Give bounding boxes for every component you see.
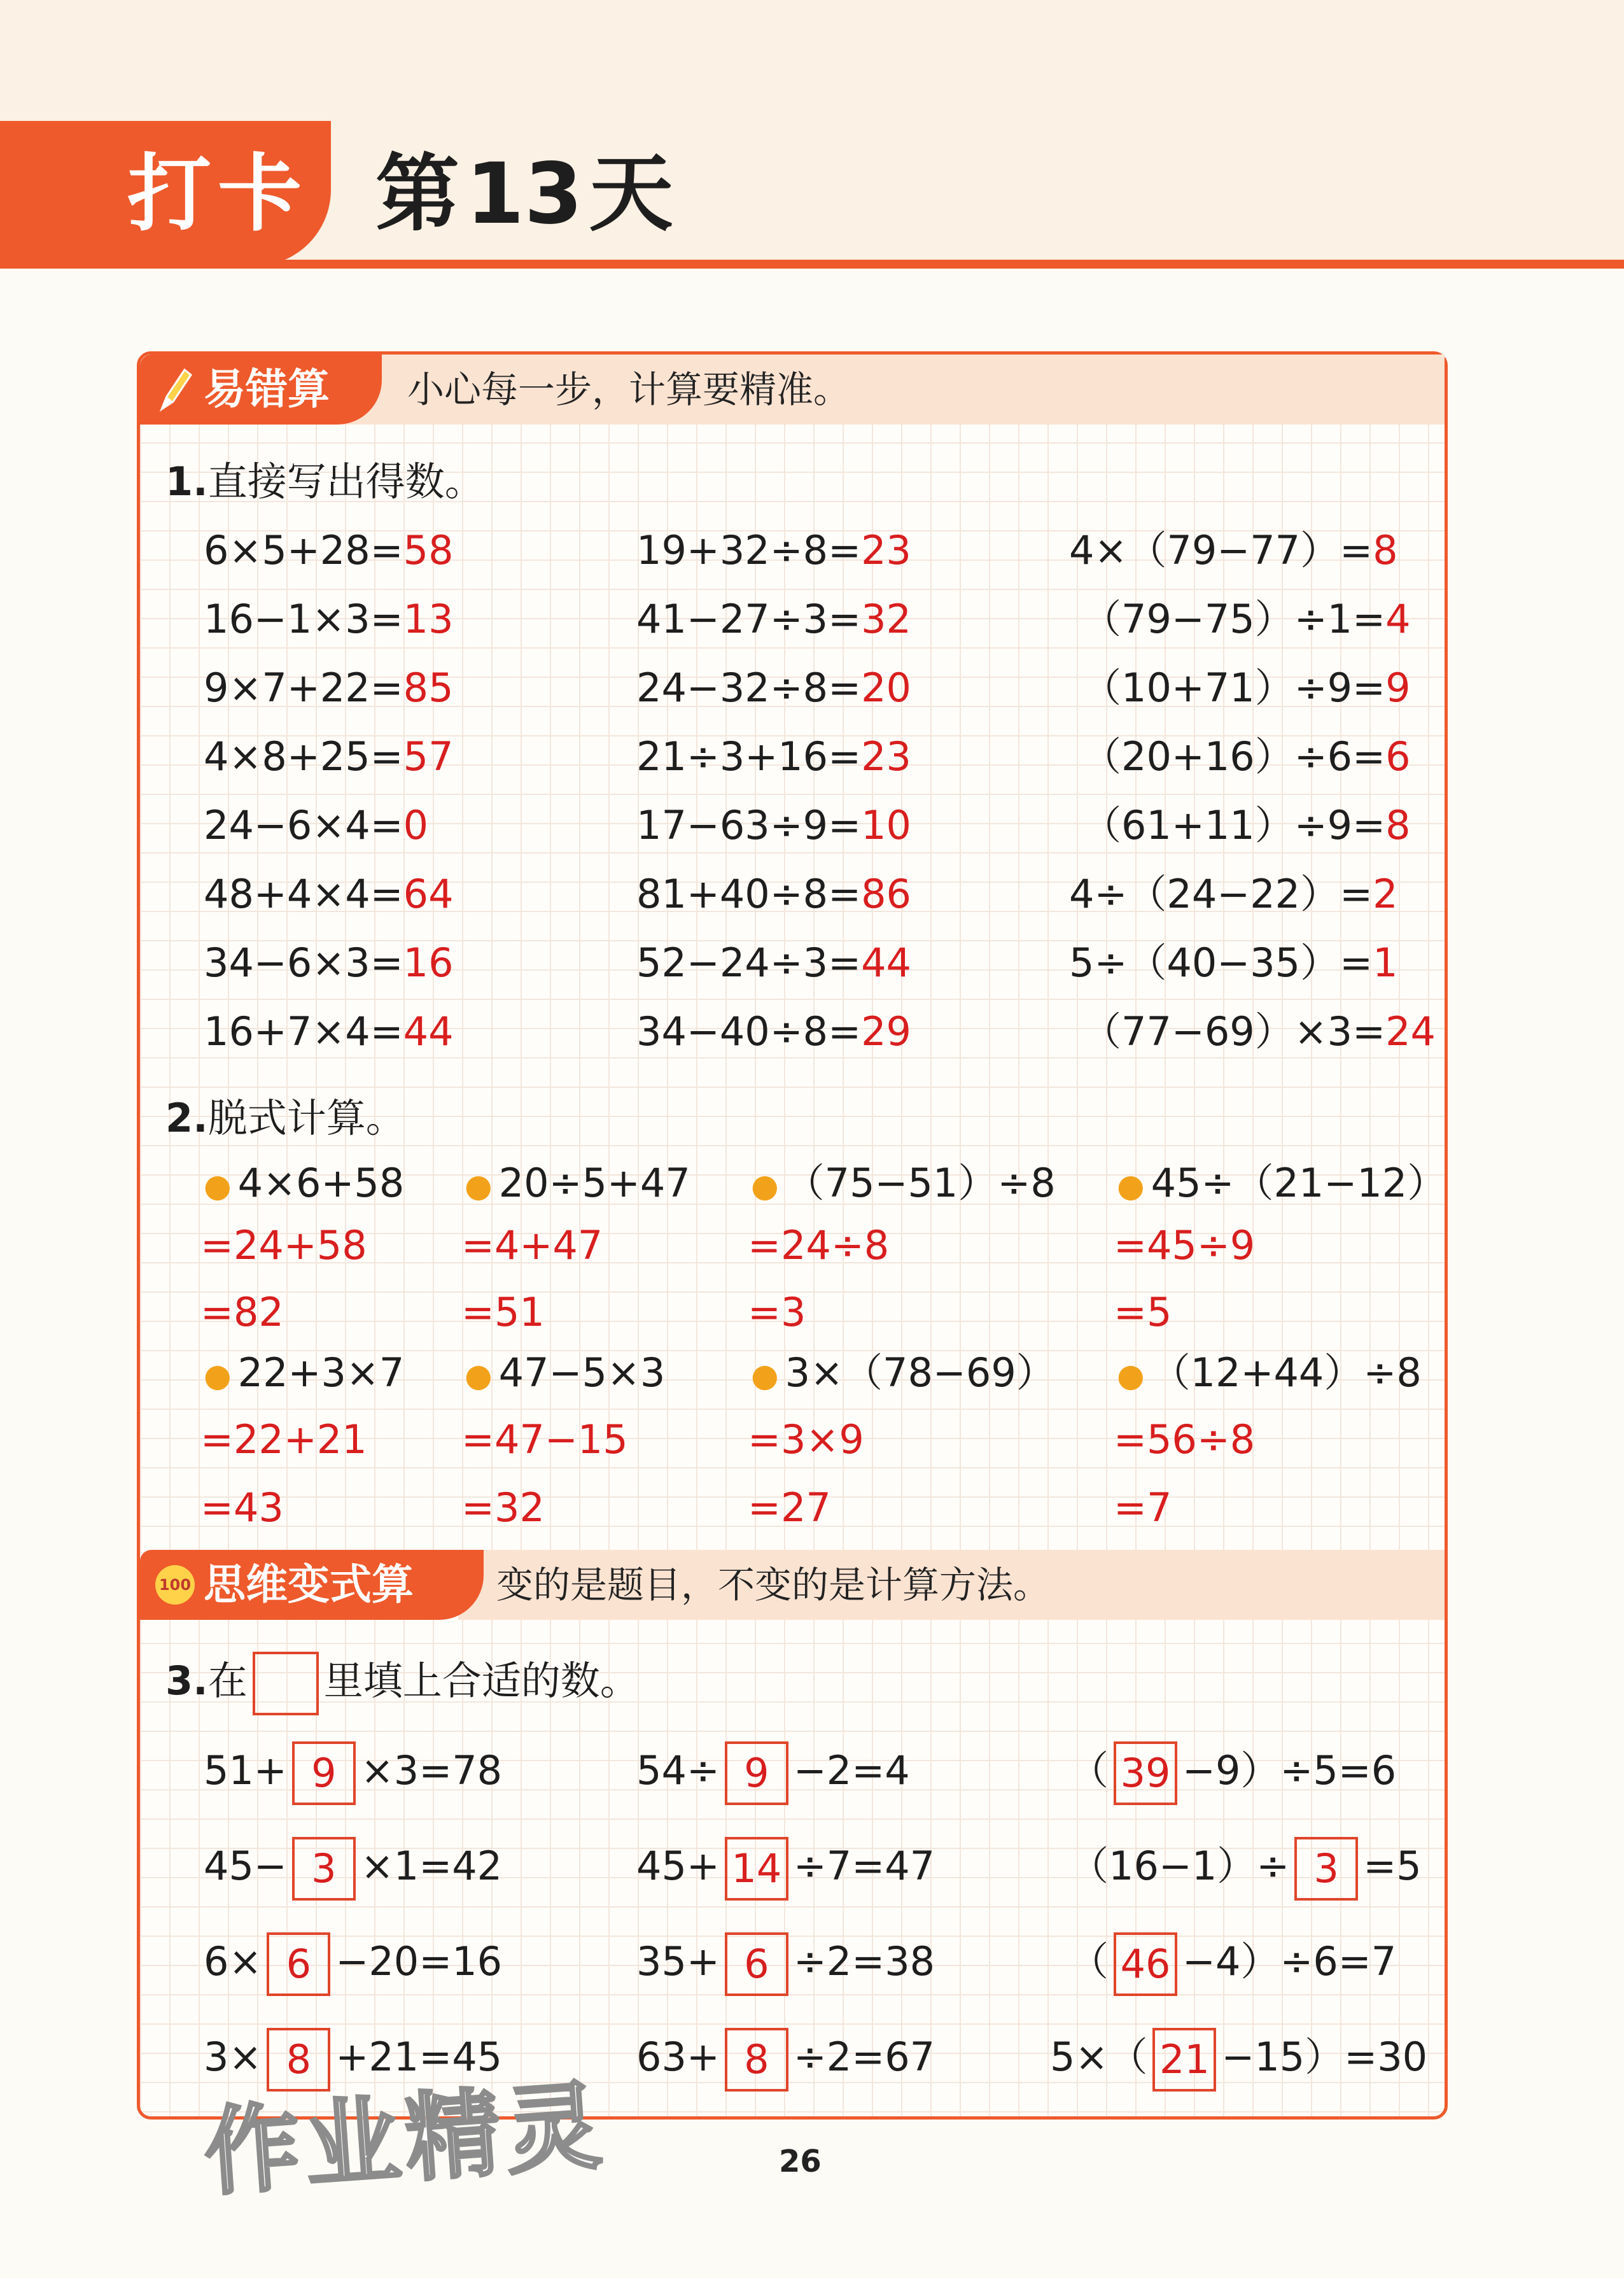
q1-item: 16+7×4=44 xyxy=(204,1008,454,1055)
exercise-panel xyxy=(137,351,1448,2120)
bullet-icon: ● xyxy=(751,1357,779,1394)
pencil-icon xyxy=(155,365,193,414)
q2-problem: ● 47−5×3 xyxy=(465,1349,666,1396)
answer-box: 6 xyxy=(725,1932,788,1996)
section-tag xyxy=(140,355,382,425)
q1-item: 4×8+25=57 xyxy=(204,733,454,780)
q2-problem: ● 45÷（21−12） xyxy=(1117,1160,1447,1206)
answer-box: 46 xyxy=(1114,1932,1177,1996)
question-number: 2. xyxy=(165,1095,208,1141)
q1-item: 34−6×3=16 xyxy=(204,939,454,986)
bullet-icon: ● xyxy=(1117,1167,1145,1204)
section-tag-label: 易错算 xyxy=(204,365,330,414)
q3-item: （ 39 −9）÷5=6 xyxy=(1069,1739,1396,1805)
blank-box xyxy=(253,1652,319,1715)
answer-box: 9 xyxy=(292,1741,356,1805)
hundred-badge-icon: 100 xyxy=(155,1565,195,1605)
q2-problem: ● 4×6+58 xyxy=(204,1160,405,1206)
answer-box: 8 xyxy=(725,2028,788,2092)
q2-step: =82 xyxy=(200,1289,284,1335)
bullet-icon: ● xyxy=(465,1167,493,1204)
day-number: 13 xyxy=(466,145,583,243)
q3-item: 6× 6 −20=16 xyxy=(204,1930,502,1996)
q1-item: （20+16）÷6=6 xyxy=(1082,733,1411,780)
section-tag xyxy=(140,1550,484,1620)
q2-step: =3 xyxy=(748,1289,806,1335)
question-3-title: 3.在 里填上合适的数。 xyxy=(165,1649,640,1715)
question-text: 脱式计算。 xyxy=(207,1095,405,1141)
answer-box: 3 xyxy=(292,1837,356,1901)
q1-item: 52−24÷3=44 xyxy=(636,939,911,986)
q1-item: （61+11）÷9=8 xyxy=(1082,802,1411,848)
answer-box: 21 xyxy=(1152,2028,1216,2092)
day-suffix: 天 xyxy=(589,145,673,243)
q1-item: （77−69）×3=24 xyxy=(1082,1008,1436,1055)
q2-step: =32 xyxy=(461,1484,545,1531)
page-title xyxy=(375,143,673,245)
q1-item: 48+4×4=64 xyxy=(204,871,454,917)
q1-item: 4÷（24−22）=2 xyxy=(1069,871,1398,917)
q2-problem: ● 22+3×7 xyxy=(204,1349,405,1396)
q2-problem: ● 20÷5+47 xyxy=(465,1160,690,1206)
answer-box: 9 xyxy=(725,1741,788,1805)
q2-step: =45÷9 xyxy=(1114,1222,1256,1269)
q2-step: =43 xyxy=(200,1484,284,1531)
q3-item: 45+ 14 ÷7=47 xyxy=(636,1834,935,1901)
q1-item: 17−63÷9=10 xyxy=(636,802,911,848)
answer-box: 8 xyxy=(267,2028,330,2092)
q1-item: 24−32÷8=20 xyxy=(636,664,911,711)
q1-item: 34−40÷8=29 xyxy=(636,1008,911,1055)
q2-step: =27 xyxy=(748,1484,831,1531)
q2-step: =7 xyxy=(1114,1484,1172,1531)
section-error-prone-header xyxy=(140,355,1445,425)
bullet-icon: ● xyxy=(204,1357,232,1394)
q1-item: 19+32÷8=23 xyxy=(636,527,911,573)
q2-problem: ● （75−51）÷8 xyxy=(751,1160,1056,1206)
section-desc: 小心每一步，计算要精准。 xyxy=(407,368,851,411)
q3-item: 45− 3 ×1=42 xyxy=(204,1834,502,1901)
answer-box: 6 xyxy=(267,1932,330,1996)
checkin-tag-label: 打卡 xyxy=(127,145,308,243)
q1-item: 21÷3+16=23 xyxy=(636,733,911,780)
bullet-icon: ● xyxy=(465,1357,493,1394)
question-number: 3. xyxy=(165,1657,208,1704)
page-number: 26 xyxy=(779,2144,822,2179)
q1-item: 5÷（40−35）=1 xyxy=(1069,939,1398,986)
q2-problem: ● 3×（78−69） xyxy=(751,1349,1056,1396)
q3-item: （ 46 −4）÷6=7 xyxy=(1069,1930,1396,1996)
q1-item: 41−27÷3=32 xyxy=(636,596,911,642)
q1-item: 4×（79−77）=8 xyxy=(1069,527,1398,573)
q2-step: =47−15 xyxy=(461,1416,628,1463)
header-divider xyxy=(0,260,1624,269)
answer-box: 14 xyxy=(725,1837,788,1901)
q3-item: 51+ 9 ×3=78 xyxy=(204,1739,502,1805)
section-desc: 变的是题目，不变的是计算方法。 xyxy=(496,1563,1051,1607)
bullet-icon: ● xyxy=(751,1167,779,1204)
q2-step: =3×9 xyxy=(748,1416,864,1463)
q2-problem: ● （12+44）÷8 xyxy=(1117,1349,1422,1396)
section-thinking-header xyxy=(140,1550,1445,1620)
q2-step: =51 xyxy=(461,1289,545,1335)
bullet-icon: ● xyxy=(204,1167,232,1204)
q1-item: 9×7+22=85 xyxy=(204,664,454,711)
q1-item: 24−6×4=0 xyxy=(204,802,429,848)
day-prefix: 第 xyxy=(375,145,459,243)
q3-item: 3× 8 +21=45 xyxy=(204,2025,502,2092)
q2-step: =56÷8 xyxy=(1114,1416,1256,1463)
q2-step: =24÷8 xyxy=(748,1222,890,1269)
question-number: 1. xyxy=(165,458,208,505)
section-tag-label: 思维变式算 xyxy=(204,1560,414,1609)
question-1-title xyxy=(165,456,484,507)
answer-box: 39 xyxy=(1114,1741,1177,1805)
q3-item: 5×（ 21 −15）=30 xyxy=(1050,2025,1427,2092)
q1-item: 81+40÷8=86 xyxy=(636,871,911,917)
q1-item: 16−1×3=13 xyxy=(204,596,454,642)
answer-box: 3 xyxy=(1294,1837,1358,1901)
q1-item: （79−75）÷1=4 xyxy=(1082,596,1411,642)
watermark: 作业精灵 xyxy=(200,2071,610,2209)
q3-item: （16−1）÷ 3 =5 xyxy=(1069,1834,1422,1901)
q1-item: （10+71）÷9=9 xyxy=(1082,664,1411,711)
q2-step: =24+58 xyxy=(200,1222,367,1269)
q3-item: 63+ 8 ÷2=67 xyxy=(636,2025,935,2092)
q1-item: 6×5+28=58 xyxy=(204,527,454,573)
q3-item: 54÷ 9 −2=4 xyxy=(636,1739,910,1805)
question-text: 直接写出得数。 xyxy=(207,458,484,505)
q2-step: =22+21 xyxy=(200,1416,367,1463)
question-2-title xyxy=(165,1093,405,1144)
q3-item: 35+ 6 ÷2=38 xyxy=(636,1930,935,1996)
bullet-icon: ● xyxy=(1117,1357,1145,1394)
q2-step: =4+47 xyxy=(461,1222,603,1269)
q2-step: =5 xyxy=(1114,1289,1172,1335)
